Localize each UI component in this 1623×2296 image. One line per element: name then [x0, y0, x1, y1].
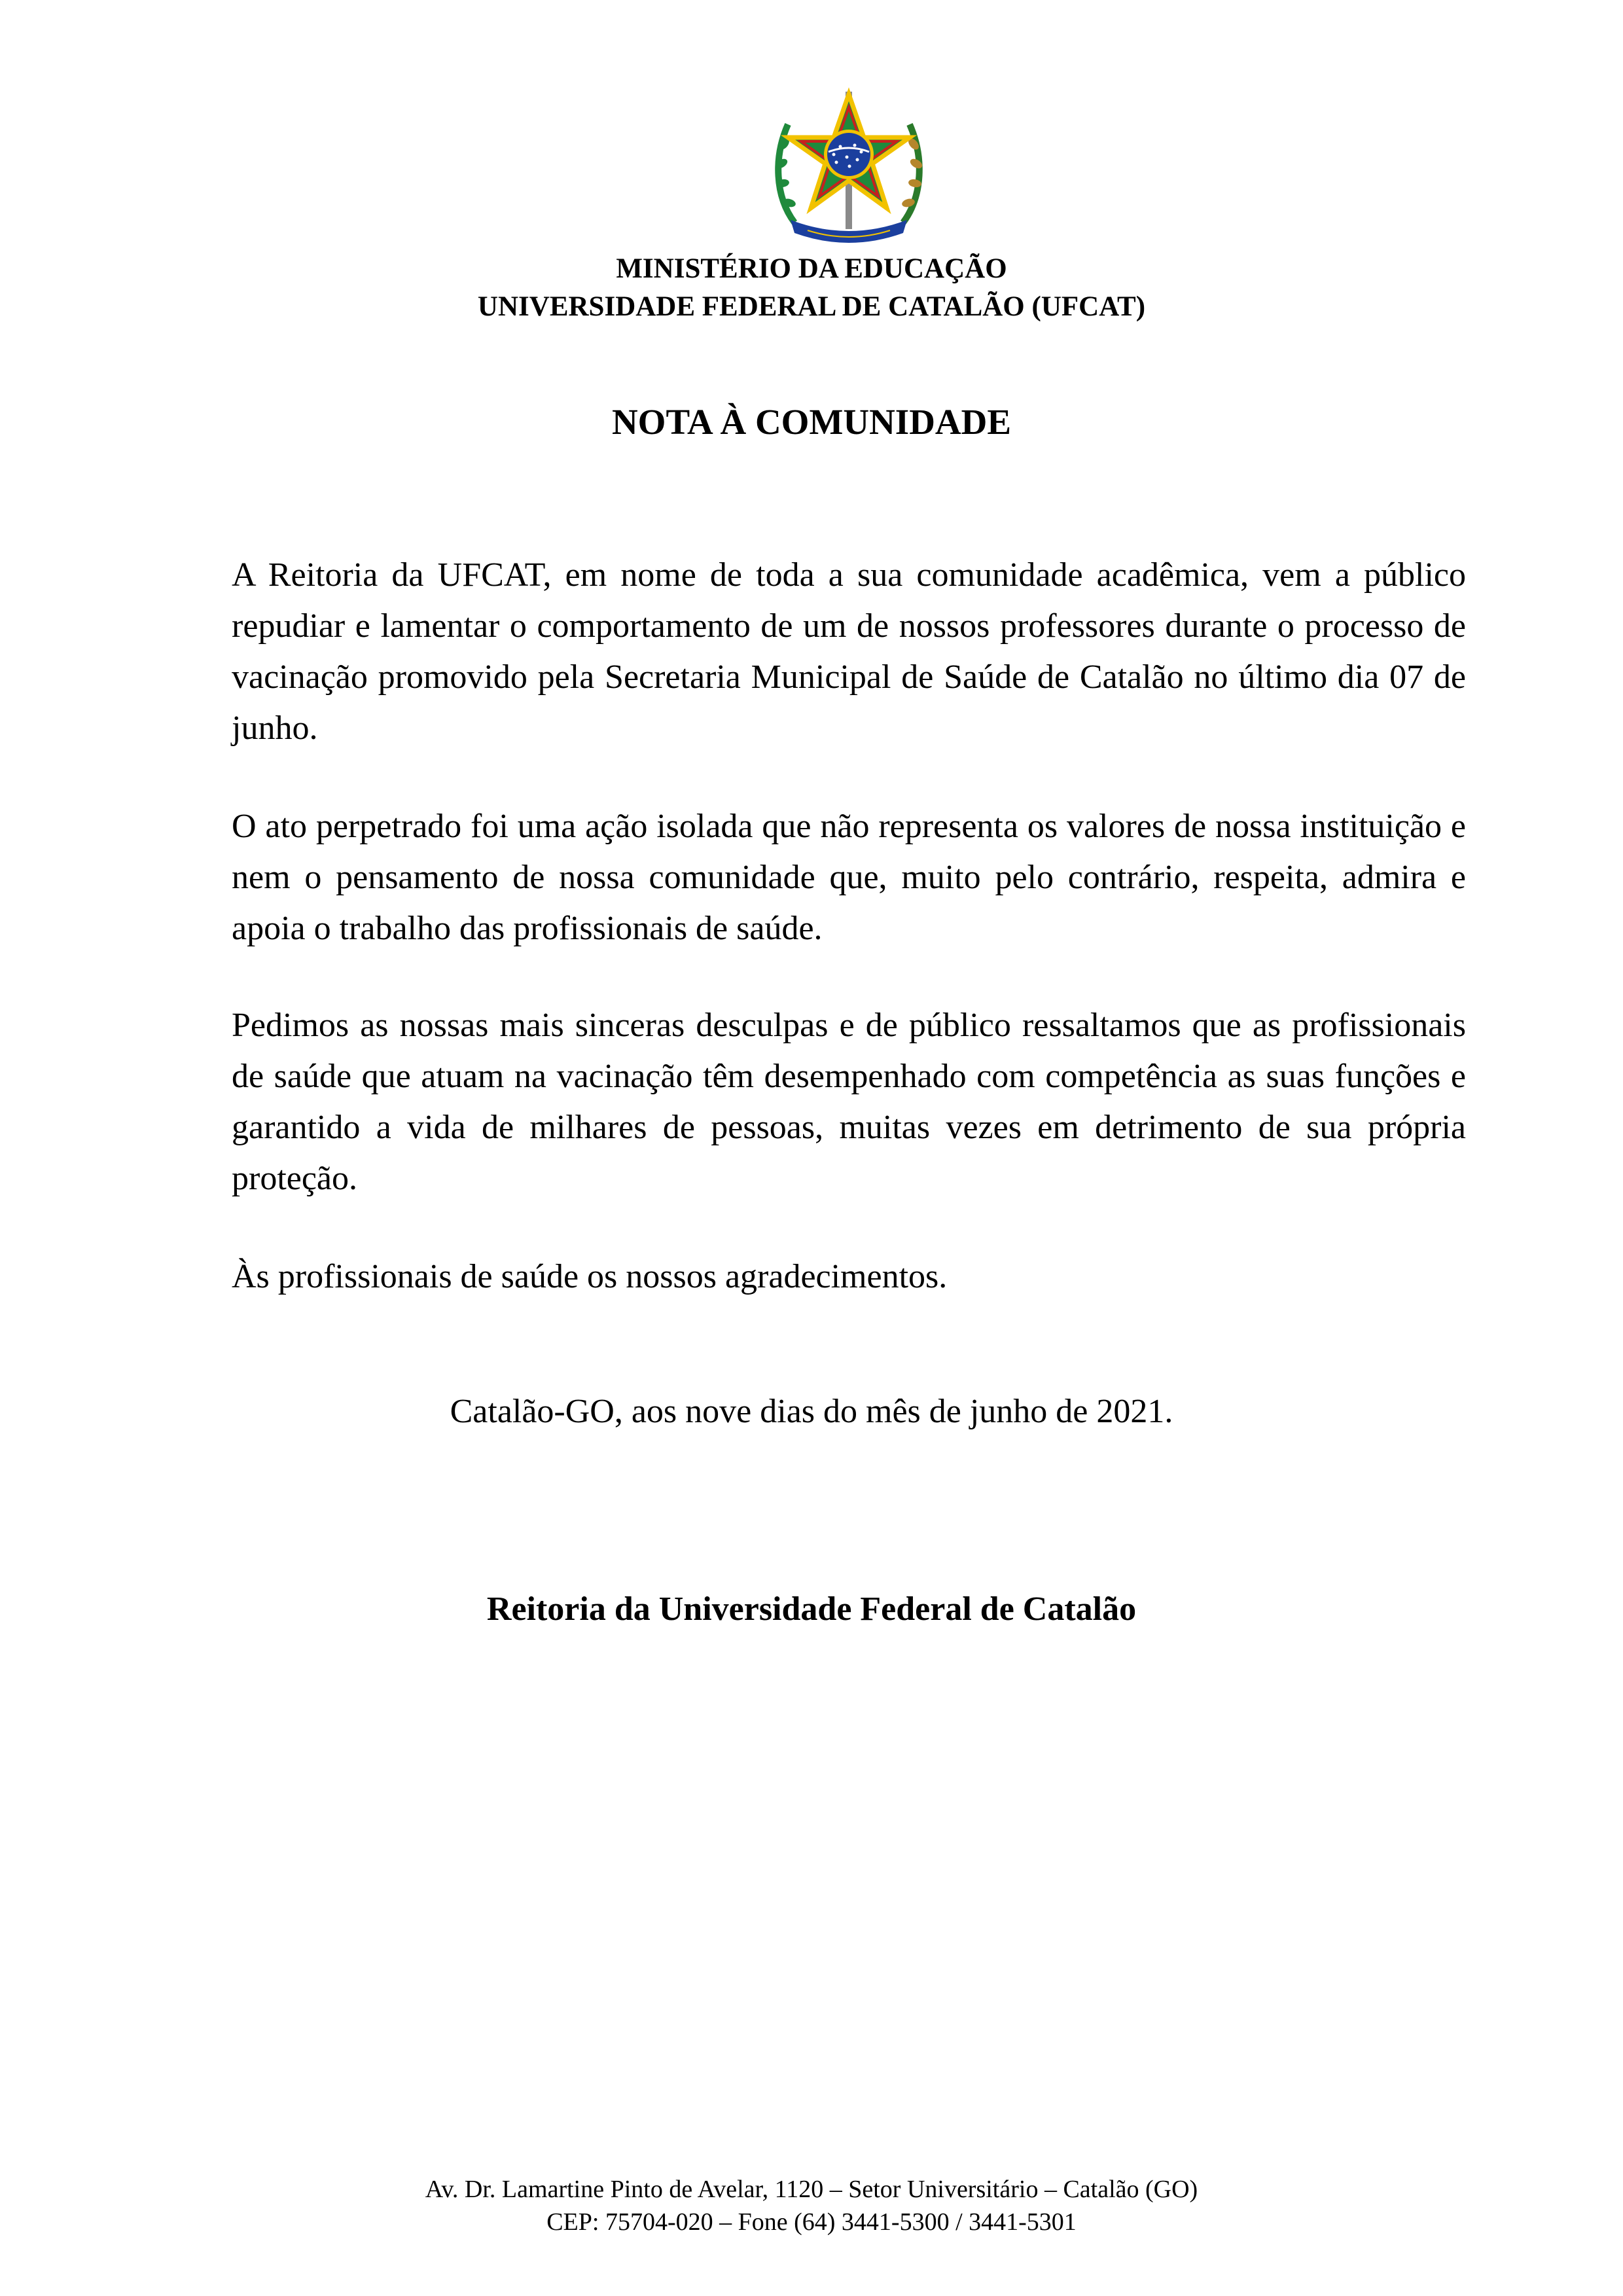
footer-address: Av. Dr. Lamartine Pinto de Avelar, 1120 – Setor Universitário – Catalão (GO): [425, 2176, 1198, 2203]
body-paragraph: A Reitoria da UFCAT, em nome de toda a sua comunidade acadêmica, vem a público repudiar e lamentar o comportamento de um de nossos professores durante o processo de vacinação promovido pela Secretaria Municipal de Saúde de Catalão no último dia 07 de junho.: [232, 556, 1466, 747]
body-paragraph: Às profissionais de saúde os nossos agradecimentos.: [232, 1258, 948, 1295]
document-header: [0, 250, 1623, 326]
document-footer: [0, 2173, 1623, 2238]
signature: Reitoria da Universidade Federal de Catalão: [486, 1590, 1137, 1628]
celestial-disc: [824, 130, 874, 179]
ministry-name: MINISTÉRIO DA EDUCAÇÃO: [616, 253, 1007, 284]
document-title: NOTA À COMUNIDADE: [611, 402, 1012, 442]
footer-contact: CEP: 75704-020 – Fone (64) 3441-5300 / 3441-5301: [546, 2208, 1077, 2236]
body-paragraph: Pedimos as nossas mais sinceras desculpas e de público ressaltamos que as profissionais de saúde que atuam na vacinação têm desempenhado com competência as suas funções e garantido a vida de milhares de pessoas, muitas vezes em detrimento de sua própria proteção.: [232, 1007, 1466, 1197]
university-name: UNIVERSIDADE FEDERAL DE CATALÃO (UFCAT): [477, 291, 1146, 322]
body-paragraph: O ato perpetrado foi uma ação isolada que não representa os valores de nossa instituição e nem o pensamento de nossa comunidade que, muito pelo contrário, respeita, admira e apoia o trabalho das profissionais de saúde.: [232, 808, 1466, 947]
dateline: Catalão-GO, aos nove dias do mês de junho de 2021.: [450, 1393, 1173, 1430]
brazil-coat-of-arms-icon: [768, 85, 929, 246]
